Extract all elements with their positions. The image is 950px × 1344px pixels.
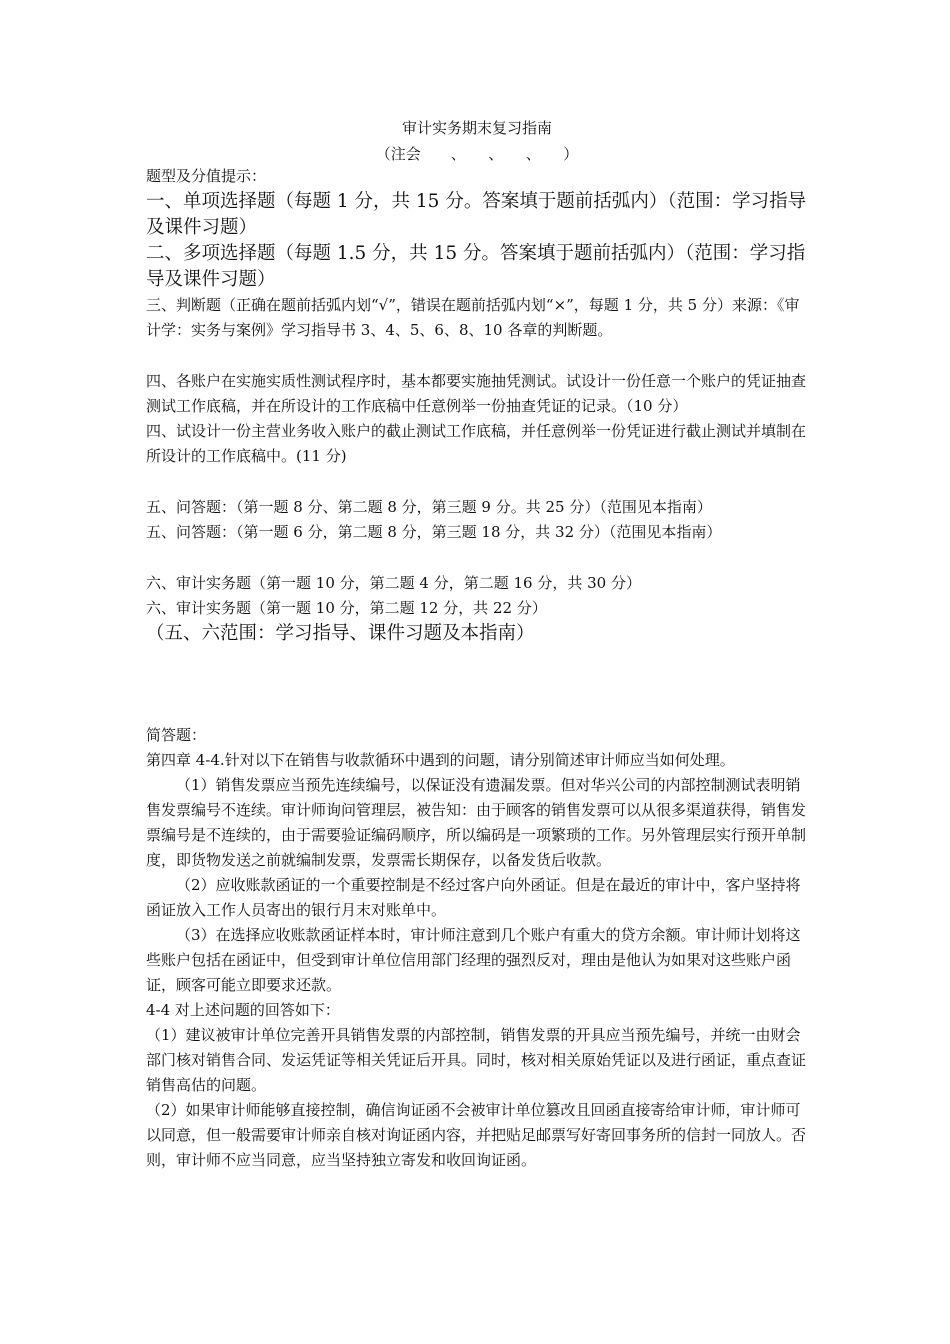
spacer (146, 343, 808, 369)
answer-item-2: （2）如果审计师能够直接控制，确信询证函不会被审计单位篡改且回函直接寄给审计师，审计师可以同意，但一般需要审计师亲自核对询证函内容，并把贴足邮票写好寄回事务所的信封一同放人。否则，审计师不应当同意，应当坚持独立寄发和收回询证函。 (146, 1101, 807, 1169)
scope-note: （五、六范围：学习指导、课件习题及本指南） (146, 623, 535, 644)
spacer (146, 545, 808, 571)
answer-heading: 4-4 对上述问题的回答如下： (146, 1001, 340, 1019)
multiple-choice-line: 二、多项选择题（每题 1.5 分，共 15 分。答案填于题前括弧内）（范围：学习指导及课件习题） (146, 243, 806, 290)
spacer (146, 647, 808, 723)
true-false-line: 三、判断题（正确在题前括弧内划“√”，错误在题前括弧内划“×”，每题 1 分，共 5 分）来源：《审计学：实务与案例》学习指导书 3、4、5、6、8、10 各章的判断题。 (146, 296, 800, 339)
practice-line-2: 六、审计实务题（第一题 10 分，第二题 12 分，共 22 分） (146, 599, 547, 617)
short-answer-heading: 简答题： (146, 726, 207, 744)
qa-line-1: 五、问答题：（第一题 8 分、第二题 8 分，第三题 9 分。共 25 分）（范围见本指南） (146, 498, 712, 516)
voucher-test-line: 四、各账户在实施实质性测试程序时，基本都要实施抽凭测试。试设计一份任意一个账户的凭证抽查测试工作底稿，并在所设计的工作底稿中任意例举一份抽查凭证的记录。（10 分） (146, 372, 807, 415)
spacer (146, 469, 808, 495)
single-choice-line: 一、单项选择题（每题 1 分，共 15 分。答案填于题前括弧内）（范围：学习指导及课件习题） (146, 191, 807, 238)
cutoff-test-line: 四、试设计一份主营业务收入账户的截止测试工作底稿，并任意例举一份凭证进行截止测试并填制在所设计的工作底稿中。(11 分) (146, 422, 807, 465)
practice-line-1: 六、审计实务题（第一题 10 分，第二题 4 分，第二题 16 分，共 30 分） (146, 574, 641, 592)
document-page (146, 118, 808, 1173)
document-title: 审计实务期末复习指南 (401, 119, 552, 137)
question-item-1: （1）销售发票应当预先连续编号，以保证没有遗漏发票。但对华兴公司的内部控制测试表明销售发票编号不连续。审计师询问管理层，被告知：由于顾客的销售发票可以从很多渠道获得，销售发票编号是不连续的，由于需要验证编码顺序，所以编码是一项繁琐的工作。另外管理层实行预开单制度，即货物发送之前就编制发票，发票需长期保存，以备发货后收款。 (146, 776, 807, 869)
chapter-question: 第四章 4-4.针对以下在销售与收款循环中遇到的问题，请分别简述审计师应当如何处理。 (146, 751, 735, 769)
question-item-2: （2）应收账款函证的一个重要控制是不经过客户向外函证。但是在最近的审计中，客户坚持将函证放入工作人员寄出的银行月末对账单中。 (146, 876, 801, 919)
document-subtitle: （注会 、 、 、 ） (375, 145, 579, 163)
question-item-3: （3）在选择应收账款函证样本时，审计师注意到几个账户有重大的贷方余额。审计师计划将这些账户包括在函证中，但受到审计单位信用部门经理的强烈反对，理由是他认为如果对这些账户函证，顾客可能立即要求还款。 (146, 926, 801, 994)
qa-line-2: 五、问答题：（第一题 6 分，第二题 8 分，第三题 18 分，共 32 分）（范围见本指南） (146, 523, 722, 541)
question-types-heading: 题型及分值提示： (146, 167, 267, 185)
answer-item-1: （1）建议被审计单位完善开具销售发票的内部控制，销售发票的开具应当预先编号，并统一由财会部门核对销售合同、发运凭证等相关凭证后开具。同时，核对相关原始凭证以及进行函证，重点查证销售高估的问题。 (146, 1026, 807, 1094)
